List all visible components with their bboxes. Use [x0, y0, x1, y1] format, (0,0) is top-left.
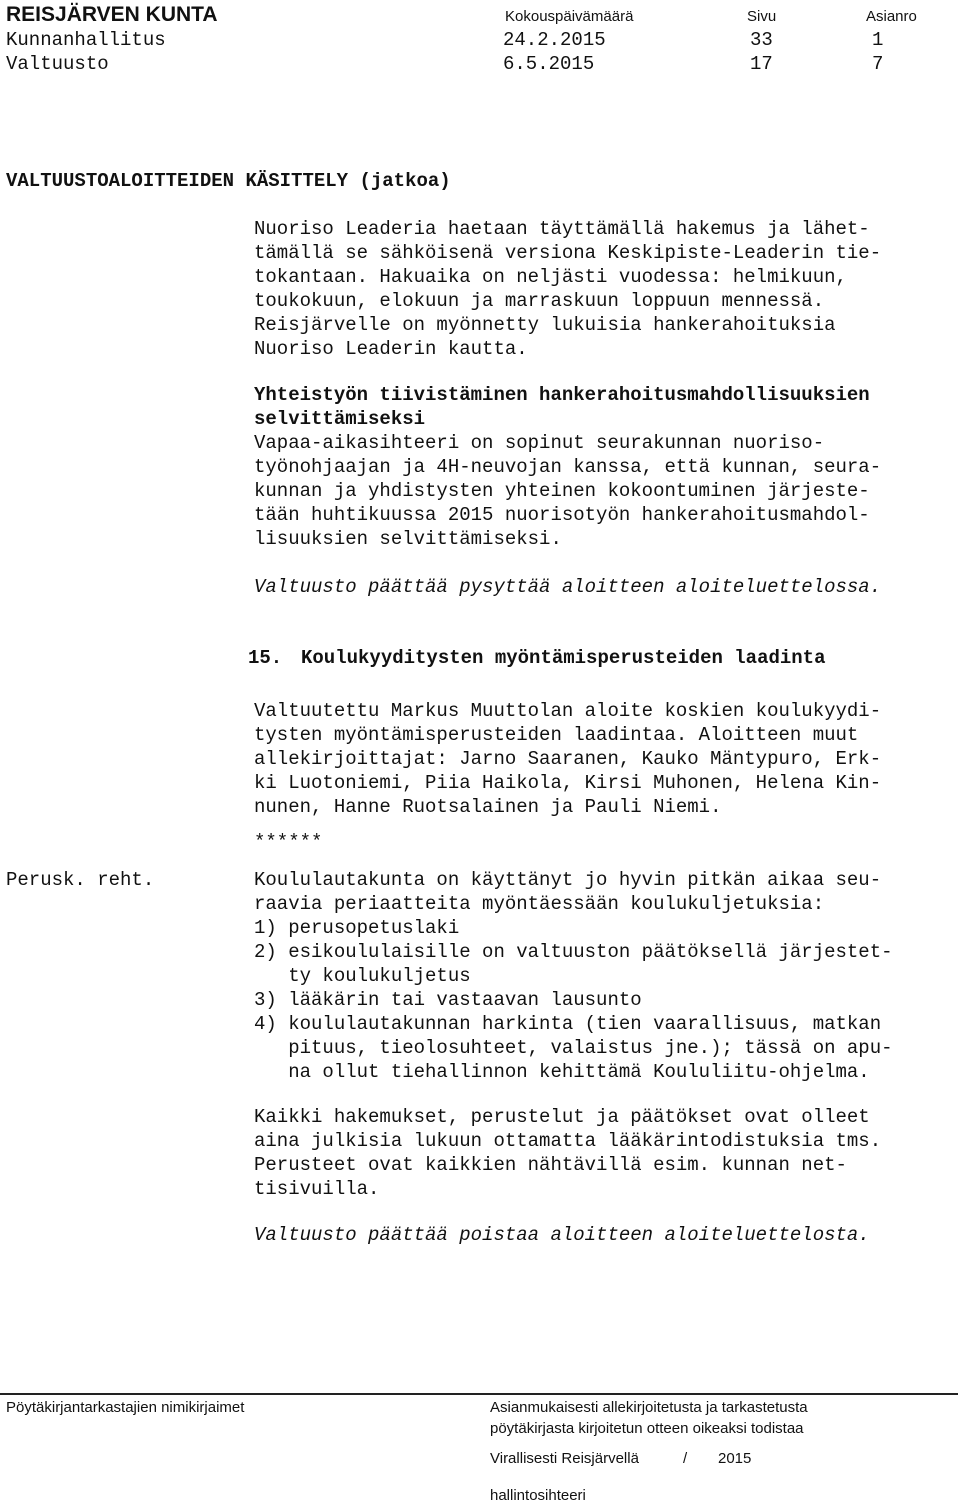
footer-official-year: 2015 [718, 1450, 752, 1467]
text-line: tämällä se sähköisenä versiona Keskipiste-Leaderin tie- [254, 242, 882, 264]
text-line: nunen, Hanne Ruotsalainen ja Pauli Niemi. [254, 796, 722, 818]
text-line: aina julkisia lukuun ottamatta lääkärintodistuksia tms. [254, 1130, 882, 1152]
case-number-label: Asianro [866, 8, 917, 25]
decision-keep: Valtuusto päättää pysyttää aloitteen aloiteluettelossa. [254, 576, 882, 598]
page-label: Sivu [747, 8, 777, 25]
list-item: na ollut tiehallinnon kehittämä Koululiitu-ohjelma. [254, 1061, 870, 1083]
header-row-case: 7 [872, 53, 884, 75]
text-line: toukokuun, elokuun ja marraskuun loppuun mennessä. [254, 290, 825, 312]
text-line: lisuuksien selvittämiseksi. [254, 528, 562, 550]
text-line: Koululautakunta on käyttänyt jo hyvin pitkän aikaa seu- [254, 869, 882, 891]
text-line: Valtuutettu Markus Muuttolan aloite koskien koulukyydi- [254, 700, 882, 722]
text-line: tisivuilla. [254, 1178, 380, 1200]
organization-name: REISJÄRVEN KUNTA [6, 3, 218, 26]
list-item: 1) perusopetuslaki [254, 917, 460, 939]
list-item: ty koulukuljetus [254, 965, 471, 987]
subheading-line: Yhteistyön tiivistäminen hankerahoitusmahdollisuuksien [254, 384, 870, 406]
meeting-date-label: Kokouspäivämäärä [505, 8, 634, 25]
text-line: tokantaan. Hakuaika on neljästi vuodessa: helmikuun, [254, 266, 847, 288]
decision-remove: Valtuusto päättää poistaa aloitteen aloiteluettelosta. [254, 1224, 870, 1246]
text-line: Reisjärvelle on myönnetty lukuisia hankerahoituksia [254, 314, 836, 336]
text-line: Perusteet ovat kaikkien nähtävillä esim. kunnan net- [254, 1154, 847, 1176]
footer-divider [0, 1393, 958, 1395]
text-line: allekirjoittajat: Jarno Saaranen, Kauko Mäntypuro, Erk- [254, 748, 882, 770]
text-line: Vapaa-aikasihteeri on sopinut seurakunnan nuoriso- [254, 432, 825, 454]
text-line: työnohjaajan ja 4H-neuvojan kanssa, että kunnan, seura- [254, 456, 882, 478]
list-item: 4) koululautakunnan harkinta (tien vaarallisuus, matkan [254, 1013, 882, 1035]
footer-official-text: Virallisesti Reisjärvellä [490, 1450, 639, 1467]
item-number: 15. [248, 647, 283, 669]
header-row-body: Valtuusto [6, 53, 109, 75]
section-title: VALTUUSTOALOITTEIDEN KÄSITTELY (jatkoa) [6, 170, 451, 192]
text-line: raavia periaatteita myöntäessään koulukuljetuksia: [254, 893, 825, 915]
text-line: Kaikki hakemukset, perustelut ja päätökset ovat olleet [254, 1106, 870, 1128]
footer-signer-title: hallintosihteeri [490, 1487, 586, 1504]
item-title: Koulukyyditysten myöntämisperusteiden laadinta [301, 647, 826, 669]
header-row-date: 6.5.2015 [503, 53, 595, 75]
subheading-line: selvittämiseksi [254, 408, 426, 430]
header-row-case: 1 [872, 29, 884, 51]
footer-certification-line: pöytäkirjasta kirjoitetun otteen oikeaksi todistaa [490, 1420, 804, 1437]
footer-certification-line: Asianmukaisesti allekirjoitetusta ja tarkastetusta [490, 1399, 808, 1416]
header-row-page: 17 [750, 53, 773, 75]
footer-official-slash: / [683, 1450, 688, 1467]
header-row-date: 24.2.2015 [503, 29, 606, 51]
list-item: 3) lääkärin tai vastaavan lausunto [254, 989, 642, 1011]
list-item: 2) esikoululaisille on valtuuston päätöksellä järjestet- [254, 941, 893, 963]
text-line: tään huhtikuussa 2015 nuorisotyön hankerahoitusmahdol- [254, 504, 870, 526]
list-item: pituus, tieolosuhteet, valaistus jne.); tässä on apu- [254, 1037, 893, 1059]
footer-initials-label: Pöytäkirjantarkastajien nimikirjaimet [6, 1399, 245, 1416]
text-line: ki Luotoniemi, Piia Haikola, Kirsi Muhonen, Helena Kin- [254, 772, 882, 794]
text-line: Nuoriso Leaderia haetaan täyttämällä hakemus ja lähet- [254, 218, 870, 240]
text-line: Nuoriso Leaderin kautta. [254, 338, 528, 360]
header-row-page: 33 [750, 29, 773, 51]
text-line: tysten myöntämisperusteiden laadintaa. Aloitteen muut [254, 724, 859, 746]
header-row-body: Kunnanhallitus [6, 29, 166, 51]
text-line: kunnan ja yhdistysten yhteinen kokoontuminen järjeste- [254, 480, 870, 502]
separator-stars: ****** [254, 831, 323, 853]
presenter-label: Perusk. reht. [6, 869, 155, 891]
